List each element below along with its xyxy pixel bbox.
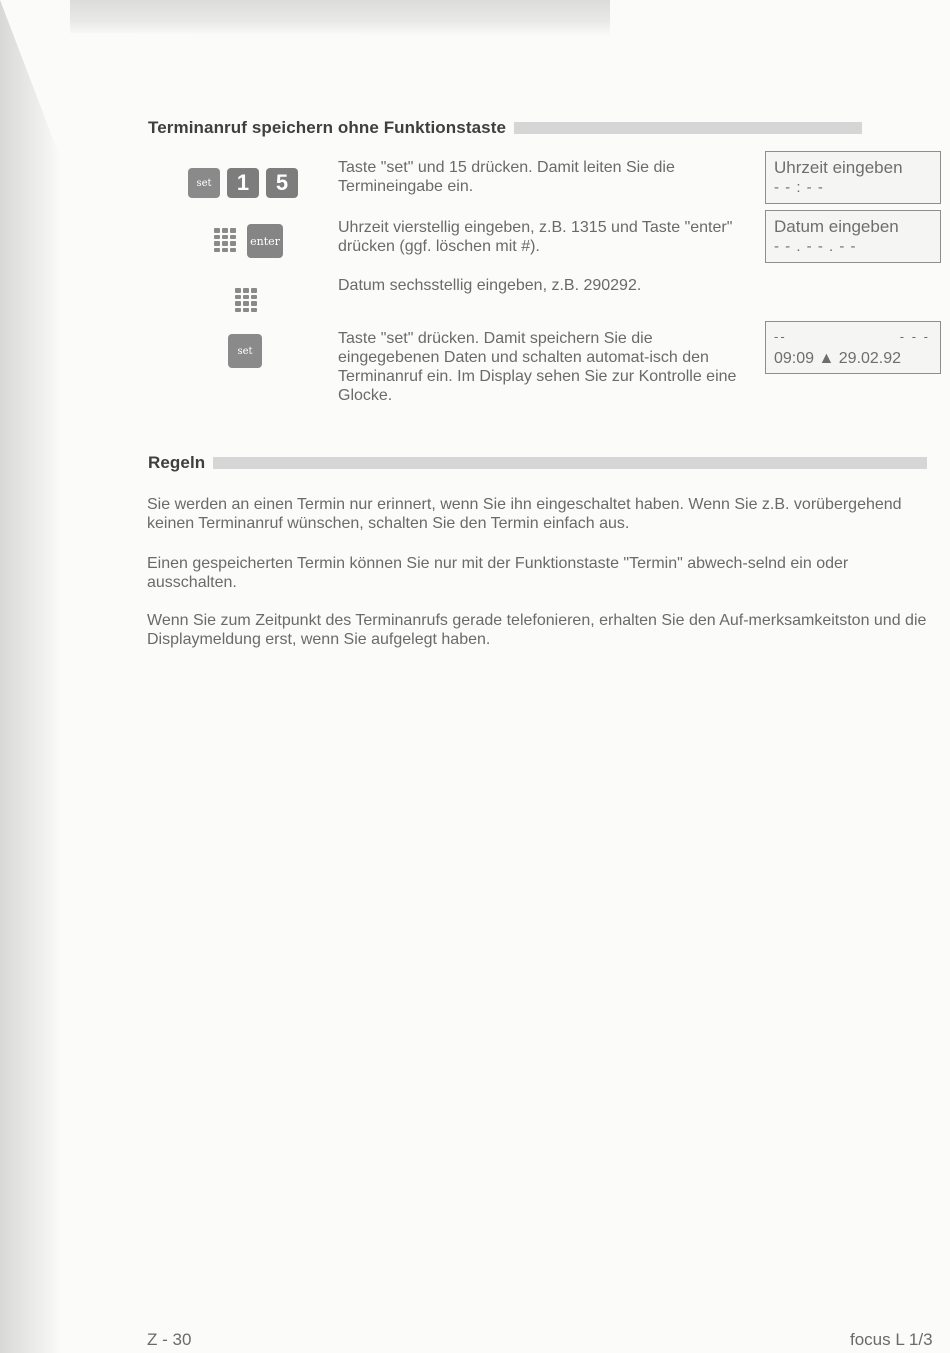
set-key-icon: set xyxy=(228,334,262,368)
display-line-2-bell: 09:09 ▲ 29.02.92 xyxy=(774,350,902,367)
rule-paragraph: Wenn Sie zum Zeitpunkt des Terminanrufs gerade telefonieren, erhalten Sie den Auf-merksamkeitston und die Displaymeldung erst, wenn Sie aufgelegt haben. xyxy=(147,612,927,648)
section-title: Regeln xyxy=(148,453,206,472)
page-edge-shadow xyxy=(0,0,62,1353)
step-4-text: Taste "set" drücken. Damit speichern Sie die eingegebenen Daten und schalten automat-isch den Terminanruf ein. Im Display sehen Sie zur Kontrolle eine Glocke. xyxy=(338,330,737,404)
model-name: focus L 1/3 xyxy=(850,1330,933,1349)
rule-paragraph: Sie werden an einen Termin nur erinnert, wenn Sie ihn eingeschaltet haben. Wenn Sie z.B. vorübergehend keinen Terminanruf wünschen, schalten Sie den Termin einfach aus. xyxy=(147,496,902,532)
step-1-text: Taste "set" und 15 drücken. Damit leiten Sie die Termineingabe ein. xyxy=(338,159,675,195)
display-line-1: Datum eingeben xyxy=(774,217,899,236)
set-key-icon: set xyxy=(188,168,220,198)
display-line-1-right: - - - xyxy=(899,329,930,344)
display-line-1: Uhrzeit eingeben xyxy=(774,158,903,177)
display-line-2: - - : - - xyxy=(774,179,824,196)
top-scan-shadow xyxy=(70,0,610,36)
key-1-icon: 1 xyxy=(227,168,259,198)
display-line-2: - - . - - . - - xyxy=(774,238,857,255)
step-3-text: Datum sechsstellig eingeben, z.B. 290292. xyxy=(338,277,642,294)
keypad-icon xyxy=(214,228,236,252)
display-date-entry xyxy=(765,210,941,263)
step-2-text: Uhrzeit vierstellig eingeben, z.B. 1315 und Taste "enter" drücken (ggf. löschen mit #). xyxy=(338,219,733,255)
display-line-1-left: -- xyxy=(774,329,787,344)
section-header-terminanruf xyxy=(148,118,862,138)
keypad-icon xyxy=(235,288,257,312)
header-bar xyxy=(213,457,927,469)
enter-key-icon: enter xyxy=(247,224,283,258)
header-bar xyxy=(514,122,862,134)
section-header-regeln xyxy=(148,453,927,473)
display-saved-appointment xyxy=(765,321,941,374)
display-time-entry xyxy=(765,151,941,204)
key-5-icon: 5 xyxy=(266,168,298,198)
page-number: Z - 30 xyxy=(147,1330,192,1349)
section-title: Terminanruf speichern ohne Funktionstaste xyxy=(148,118,507,137)
rule-paragraph: Einen gespeicherten Termin können Sie nur mit der Funktionstaste "Termin" abwech-selnd ein oder ausschalten. xyxy=(147,555,849,591)
